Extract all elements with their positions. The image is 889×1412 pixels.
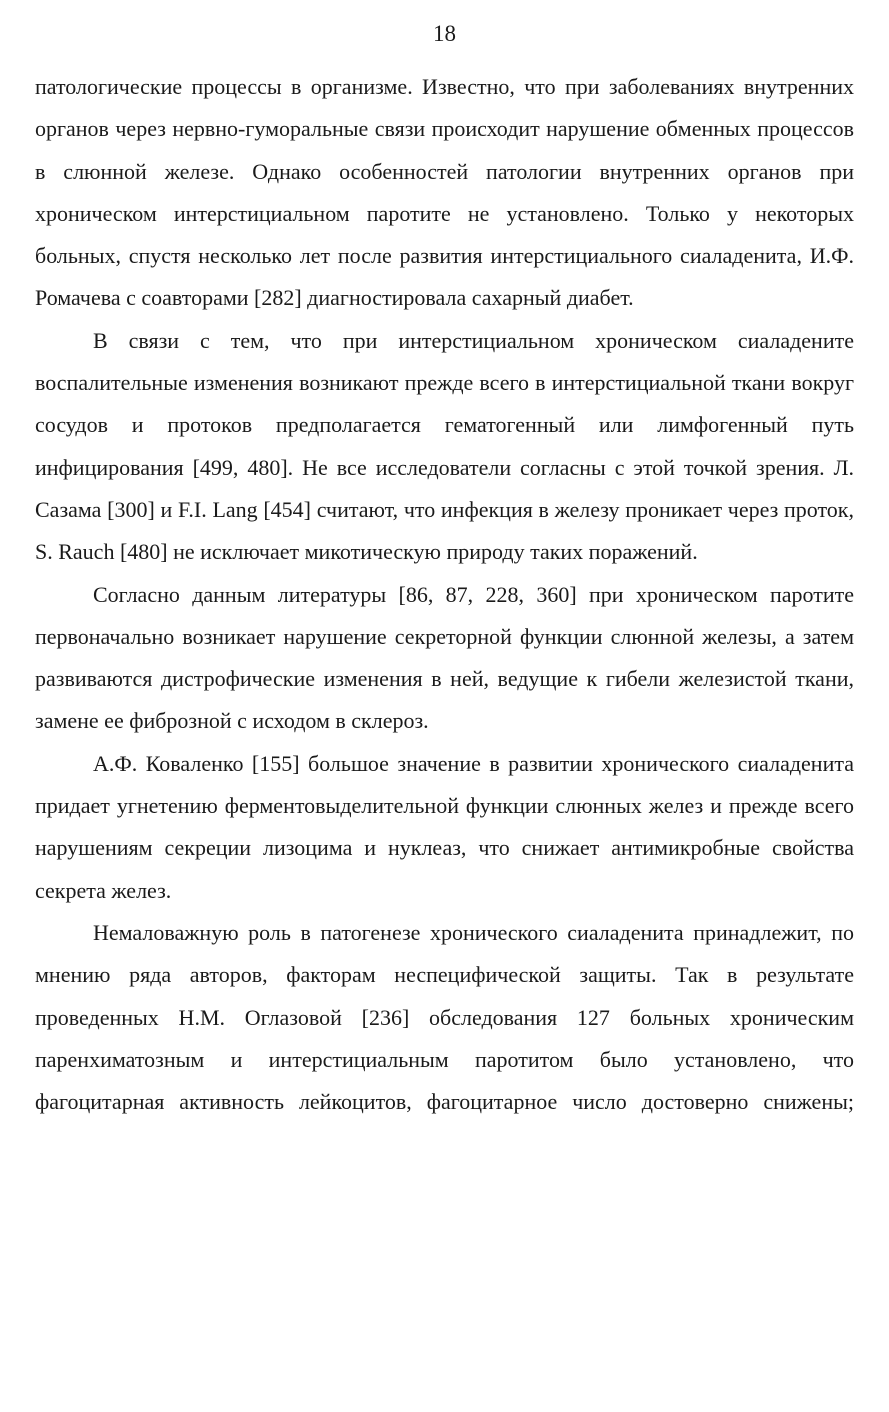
page-number: 18 (433, 21, 456, 46)
paragraph-4: А.Ф. Коваленко [155] большое значение в развитии хронического сиаладенита придает угнетению ферментовыделительной функции слюнных желез и прежде всего нарушениям секреции лизоцима и нуклеаз, что снижает антимикробные свойства секрета желез. (35, 750, 854, 903)
paragraph-5: Немаловажную роль в патогенезе хронического сиаладенита принадлежит, по мнению ряда авторов, факторам неспецифической защиты. Так в результате проведенных Н.М. Оглазовой [236] обследования 127 больных хроническим паренхиматозным и интерстициальным паротитом было установлено, что фагоцитарная активность лейкоцитов, фагоцитарное число достоверно снижены; (35, 919, 854, 1115)
paragraph-1: патологические процессы в организме. Известно, что при заболеваниях внутренних органов через нервно-гуморальные связи происходит нарушение обменных процессов в слюнной железе. Однако особенностей патологии внутренних органов при хроническом интерстициальном паротите не установлено. Только у некоторых больных, спустя несколько лет после развития интерстициального сиаладенита, И.Ф. Ромачева с соавторами [282] диагностировала сахарный диабет. (35, 74, 854, 311)
paragraph-3: Согласно данным литературы [86, 87, 228, 360] при хроническом паротите первоначально возникает нарушение секреторной функции слюнной железы, а затем развиваются дистрофические изменения в ней, ведущие к гибели железистой ткани, замене ее фиброзной с исходом в склероз. (35, 581, 854, 734)
paragraph-2: В связи с тем, что при интерстициальном хроническом сиаладените воспалительные изменения возникают прежде всего в интерстициальной ткани вокруг сосудов и протоков предполагается гематогенный или лимфогенный путь инфицирования [499, 480]. Не все исследователи согласны с этой точкой зрения. Л. Сазама [300] и F.I. Lang [454] считают, что инфекция в железу проникает через проток, S. Rauch [480] не исключает микотическую природу таких поражений. (35, 327, 854, 565)
document-body (35, 66, 854, 1123)
